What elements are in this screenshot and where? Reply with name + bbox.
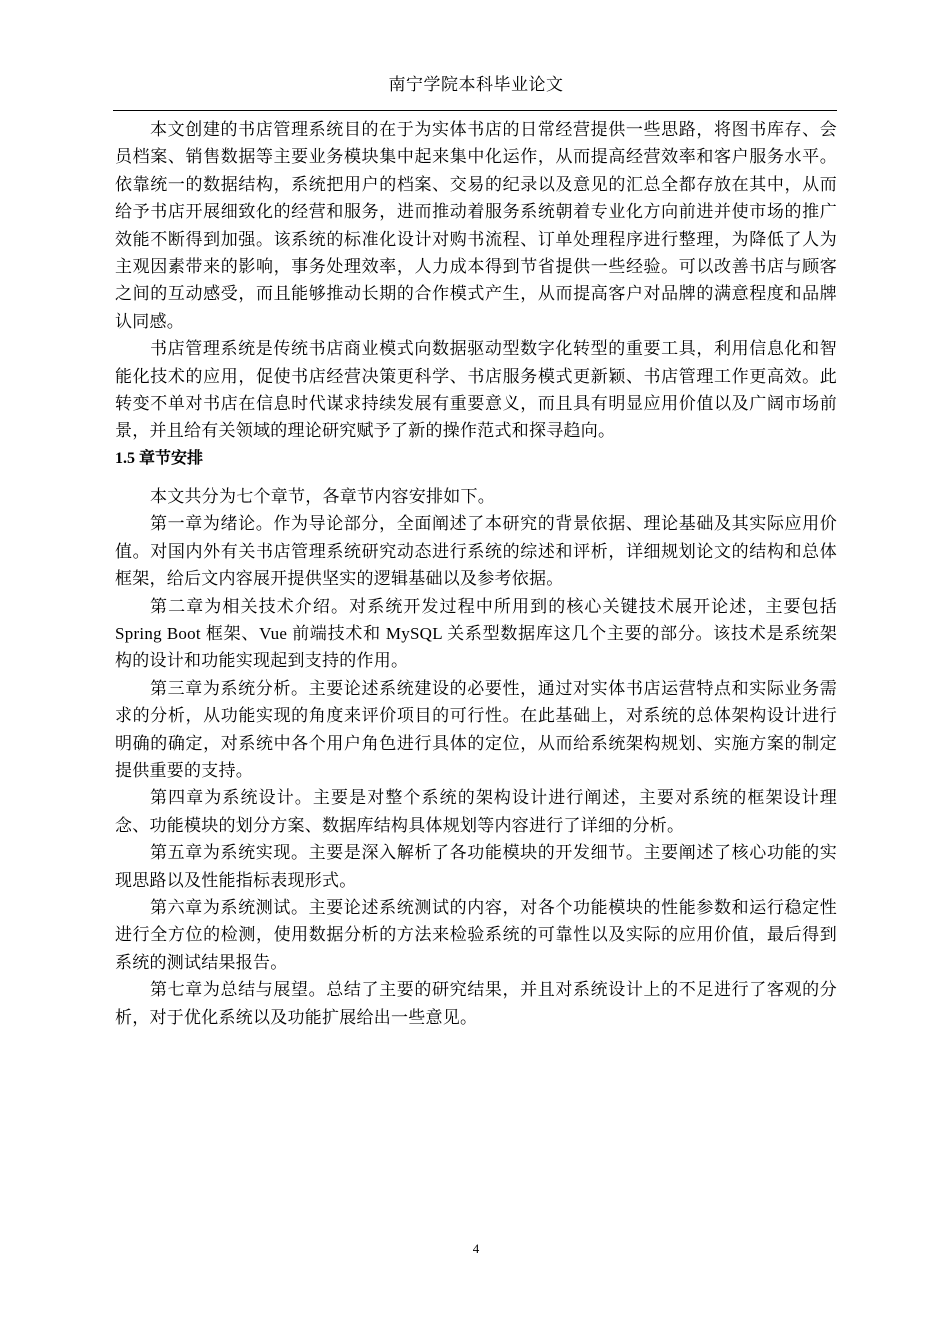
page-number: 4 (472, 1241, 480, 1256)
body-paragraph: 第七章为总结与展望。总结了主要的研究结果，并且对系统设计上的不足进行了客观的分析，对于优化系统以及功能扩展给出一些意见。 (115, 980, 837, 1027)
header-divider (113, 110, 837, 111)
section-heading: 1.5 章节安排 (115, 449, 204, 467)
body-paragraph: 第一章为绪论。作为导论部分，全面阐述了本研究的背景依据、理论基础及其实际应用价值。对国内外有关书店管理系统研究动态进行系统的综述和评析，详细规划论文的结构和总体框架，给后文内容展开提供坚实的逻辑基础以及参考依据。 (115, 514, 837, 589)
body-paragraph: 第五章为系统实现。主要是深入解析了各功能模块的开发细节。主要阐述了核心功能的实现思路以及性能指标表现形式。 (115, 843, 837, 890)
body-paragraph: 第六章为系统测试。主要论述系统测试的内容，对各个功能模块的性能参数和运行稳定性进行全方位的检测，使用数据分析的方法来检验系统的可靠性以及实际的应用价值，最后得到系统的测试结果报告。 (115, 897, 837, 972)
body-paragraph: 第三章为系统分析。主要论述系统建设的必要性，通过对实体书店运营特点和实际业务需求的分析，从功能实现的角度来评价项目的可行性。在此基础上，对系统的总体架构设计进行明确的确定，对系统中各个用户角色进行具体的定位，从而给系统架构规划、实施方案的制定提供重要的支持。 (115, 678, 837, 780)
running-header: 南宁学院本科毕业论文 (388, 75, 564, 94)
body-paragraph: 第二章为相关技术介绍。对系统开发过程中所用到的核心关键技术展开论述，主要包括 Spring Boot 框架、Vue 前端技术和 MySQL 关系型数据库这几个主要的部分。该技术是系统架构的设计和功能实现起到支持的作用。 (115, 596, 837, 671)
body-paragraph: 本文共分为七个章节，各章节内容安排如下。 (150, 486, 495, 506)
body-paragraph: 本文创建的书店管理系统目的在于为实体书店的日常经营提供一些思路，将图书库存、会员档案、销售数据等主要业务模块集中起来集中化运作，从而提高经营效率和客户服务水平。依靠统一的数据结构，系统把用户的档案、交易的纪录以及意见的汇总全都存放在其中，从而给予书店开展细致化的经营和服务，进而推动着服务系统朝着专业化方向前进并使市场的推广效能不断得到加强。该系统的标准化设计对购书流程、订单处理程序进行整理，为降低了人为主观因素带来的影响，事务处理效率，人力成本得到节省提供一些经验。可以改善书店与顾客之间的互动感受，而且能够推动长期的合作模式产生，从而提高客户对品牌的满意程度和品牌认同感。 (115, 120, 837, 331)
body-paragraph: 书店管理系统是传统书店商业模式向数据驱动型数字化转型的重要工具，利用信息化和智能化技术的应用，促使书店经营决策更科学、书店服务模式更新颖、书店管理工作更高效。此转变不单对书店在信息时代谋求持续发展有重要意义，而且具有明显应用价值以及广阔市场前景，并且给有关领域的理论研究赋予了新的操作范式和探寻趋向。 (115, 339, 837, 441)
body-paragraph: 第四章为系统设计。主要是对整个系统的架构设计进行阐述，主要对系统的框架设计理念、功能模块的划分方案、数据库结构具体规划等内容进行了详细的分析。 (115, 788, 837, 835)
body-text (115, 116, 837, 1031)
